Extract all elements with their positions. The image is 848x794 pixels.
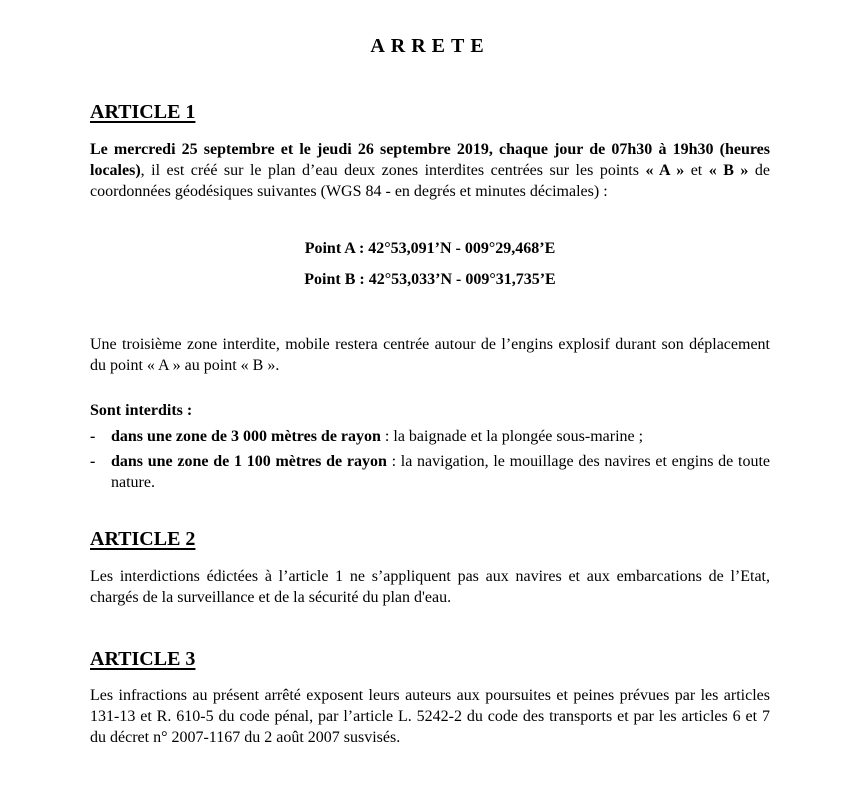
point-a-coordinates: Point A : 42°53,091’N - 009°29,468’E — [304, 240, 556, 257]
article-1-intro-text-3: de coordonnées géodésiques suivantes (WGS 84 - en degrés et minutes décimales) : — [90, 162, 770, 200]
third-zone-paragraph: Une troisième zone interdite, mobile restera centrée autour de l’engins explosif durant son déplacement du point « A » au point « B ». — [90, 336, 770, 374]
article-3-text: Les infractions au présent arrêté exposent leurs auteurs aux poursuites et peines prévues par les articles 131-13 et R. 610-5 du code pénal, par l’article L. 5242-2 du code des transports et par les articles 6 et 7 du décret n° 2007-1167 du 2 août 2007 susvisés. — [90, 687, 770, 746]
article-2-text: Les interdictions édictées à l’article 1 ne s’appliquent pas aux navires et aux embarcations de l’Etat, chargés de la surveillance et de la sécurité du plan d'eau. — [90, 568, 770, 606]
article-1-intro-text-2: et — [684, 162, 709, 179]
forbidden-list — [90, 426, 770, 497]
article-1-dates: Le mercredi 25 septembre et le jeudi 26 septembre 2019, chaque jour de 07h30 à 19h30 (heures locales) — [90, 141, 770, 179]
forbidden-heading: Sont interdits : — [90, 402, 193, 419]
list-item-text: : la navigation, le mouillage des navires et engins de toute nature. — [111, 453, 770, 491]
list-item-bold: dans une zone de 1 100 mètres de rayon — [111, 453, 387, 470]
point-b-ref: « B » — [708, 162, 749, 179]
article-1-intro-text-1: , il est créé sur le plan d’eau deux zones interdites centrées sur les points — [140, 162, 646, 179]
point-a-ref: « A » — [645, 162, 685, 179]
point-b-coordinates: Point B : 42°53,033’N - 009°31,735’E — [304, 271, 556, 288]
article-1-heading: ARTICLE 1 — [90, 101, 196, 123]
list-item-text: : la baignade et la plongée sous-marine ; — [380, 428, 644, 445]
article-2-heading: ARTICLE 2 — [90, 528, 196, 550]
list-item — [90, 451, 770, 493]
list-item — [90, 426, 770, 447]
article-1-intro — [90, 139, 770, 202]
article-3-heading: ARTICLE 3 — [90, 648, 196, 670]
document-title: ARRETE — [370, 35, 490, 57]
list-item-bold: dans une zone de 3 000 mètres de rayon — [111, 428, 381, 445]
